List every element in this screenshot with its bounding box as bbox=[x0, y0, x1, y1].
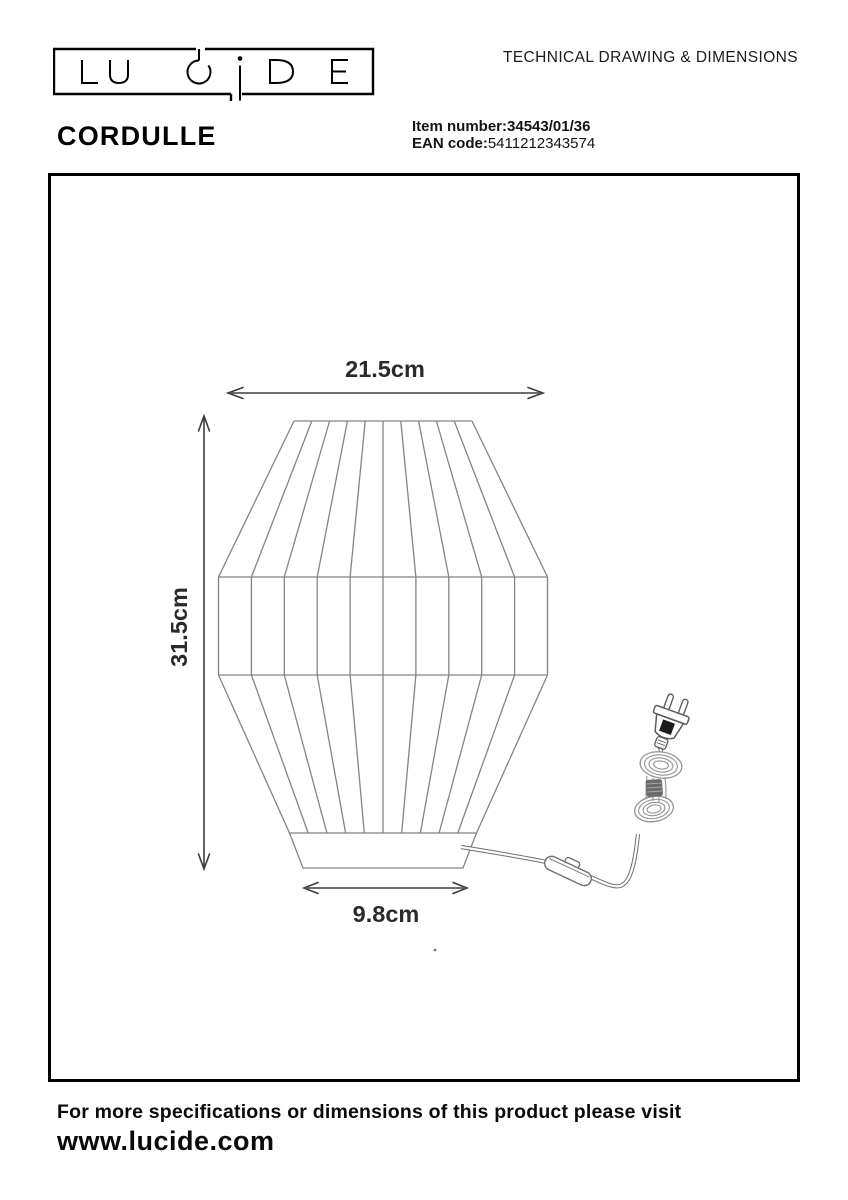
power-plug bbox=[642, 690, 694, 754]
doc-title: TECHNICAL DRAWING & DIMENSIONS bbox=[502, 49, 798, 66]
stray-dot bbox=[434, 949, 437, 952]
dim-height-arrow bbox=[199, 416, 210, 869]
cable-coil bbox=[633, 749, 684, 824]
inline-switch bbox=[542, 849, 596, 888]
ean-label: EAN code: bbox=[412, 134, 488, 152]
dim-height-label: 31.5cm bbox=[166, 587, 192, 667]
ean-value: 5411212343574 bbox=[487, 134, 596, 152]
lamp-shade-pleats bbox=[219, 421, 548, 833]
coil-band bbox=[645, 779, 663, 797]
lamp-base bbox=[290, 833, 477, 868]
dim-width-arrow bbox=[228, 388, 543, 399]
footer-text: For more specifications or dimensions of this product please visit bbox=[57, 1101, 682, 1123]
item-number-value: 34543/01/36 bbox=[507, 118, 591, 135]
product-name: CORDULLE bbox=[57, 121, 217, 151]
drawing-border bbox=[50, 175, 799, 1081]
dim-base-label: 9.8cm bbox=[352, 901, 420, 927]
website-url: www.lucide.com bbox=[57, 1126, 275, 1156]
item-number-label: Item number: bbox=[412, 118, 508, 135]
dim-base-arrow bbox=[304, 883, 467, 894]
dim-width-label: 21.5cm bbox=[345, 356, 425, 382]
lamp-shade bbox=[219, 421, 548, 868]
footer-note bbox=[57, 1099, 681, 1157]
